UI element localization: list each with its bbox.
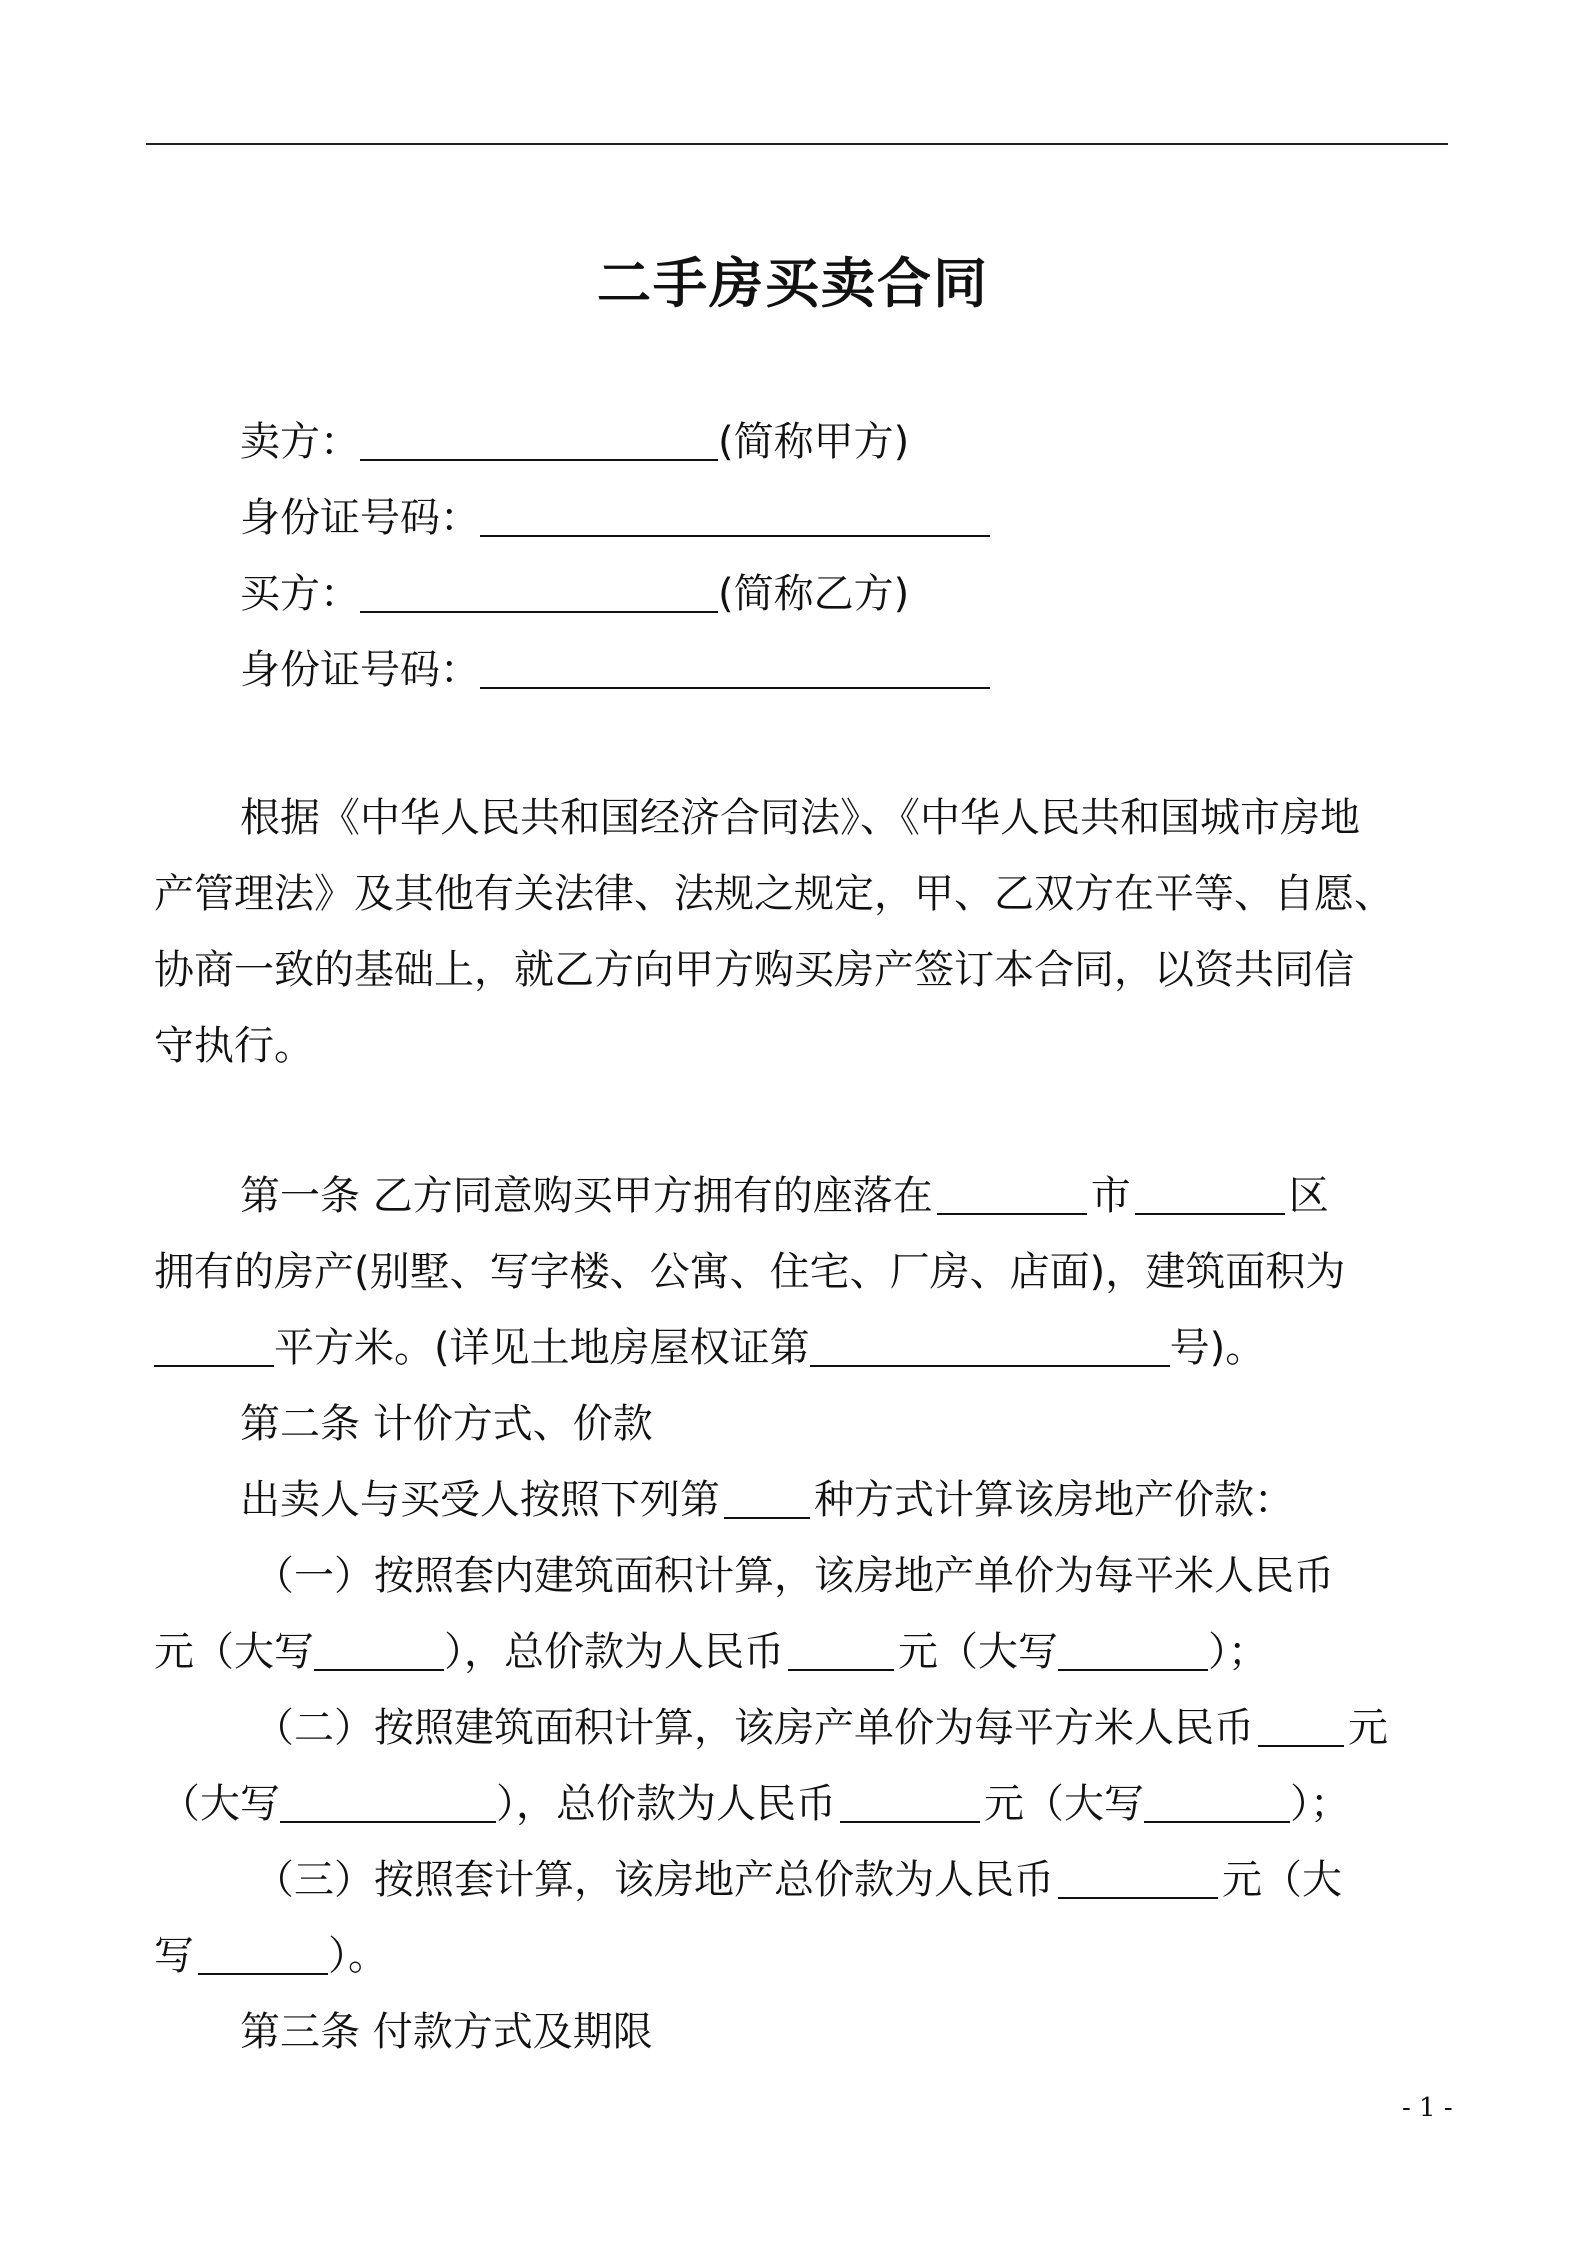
article2-intro-a: 出卖人与买受人按照下列第 (240, 1477, 720, 1523)
article3-heading: 第三条 付款方式及期限 (240, 2009, 653, 2055)
option3-line-1 (254, 1852, 1342, 1908)
buyer-label: 买方： (240, 571, 360, 617)
option2-unit-price-blank[interactable] (1258, 1703, 1344, 1747)
method-number-blank[interactable] (724, 1475, 810, 1519)
option1-total-caps-blank[interactable] (1058, 1627, 1208, 1671)
option3-text-b: 元（大 (1222, 1857, 1342, 1903)
option1-line-1: （一）按照套内建筑面积计算，该房地产单价为每平米人民币 (254, 1553, 1334, 1599)
preamble-line-2: 产管理法》及其他有关法律、法规之规定，甲、乙双方在平等、自愿、 (154, 871, 1394, 917)
buyer-id-line (240, 642, 990, 698)
article1-text-a: 第一条 乙方同意购买甲方拥有的座落在 (240, 1173, 933, 1219)
certificate-number-blank[interactable] (810, 1323, 1170, 1367)
document-title: 二手房买卖合同 (597, 252, 989, 315)
option1-line-2 (154, 1624, 1268, 1680)
preamble-line-3: 协商一致的基础上，就乙方向甲方购买房产签订本合同，以资共同信 (154, 947, 1354, 993)
article1-line-1 (240, 1168, 1329, 1224)
option3-text-c: 写 (154, 1933, 194, 1979)
buyer-suffix: (简称乙方) (718, 571, 910, 617)
buyer-id-blank[interactable] (480, 645, 990, 689)
header-rule (146, 143, 1448, 145)
seller-id-label: 身份证号码： (240, 495, 480, 541)
article2-heading: 第二条 计价方式、价款 (240, 1401, 653, 1447)
option2-line-2 (160, 1776, 1350, 1832)
article2-intro (240, 1472, 1294, 1528)
article1-text-d: 平方米。(详见土地房屋权证第 (274, 1325, 810, 1371)
option3-total-caps-blank[interactable] (198, 1931, 328, 1975)
option1-unit-price-caps-blank[interactable] (314, 1627, 444, 1671)
option2-text-d: ），总价款为人民币 (496, 1781, 836, 1827)
option1-text-c: 元（大写 (898, 1629, 1058, 1675)
option3-total-blank[interactable] (1058, 1855, 1218, 1899)
article1-line-2: 拥有的房产(别墅、写字楼、公寓、住宅、厂房、店面)，建筑面积为 (154, 1249, 1346, 1295)
seller-id-line (240, 490, 990, 546)
buyer-id-label: 身份证号码： (240, 647, 480, 693)
option1-text-d: ）； (1208, 1629, 1268, 1675)
option1-text-b: ），总价款为人民币 (444, 1629, 784, 1675)
option2-text-a: （二）按照建筑面积计算，该房产单价为每平方米人民币 (254, 1705, 1254, 1751)
preamble-line-4: 守执行。 (154, 1023, 314, 1069)
option1-total-blank[interactable] (788, 1627, 894, 1671)
option2-unit-price-caps-blank[interactable] (280, 1779, 496, 1823)
option2-text-c: （大写 (160, 1781, 280, 1827)
option3-line-2 (154, 1928, 388, 1984)
option3-text-a: （三）按照套计算，该房地产总价款为人民币 (254, 1857, 1054, 1903)
buyer-line (240, 566, 909, 622)
seller-suffix: (简称甲方) (718, 419, 910, 465)
article2-intro-b: 种方式计算该房地产价款： (814, 1477, 1294, 1523)
city-blank[interactable] (937, 1171, 1087, 1215)
option2-text-e: 元（大写 (984, 1781, 1144, 1827)
seller-id-blank[interactable] (480, 493, 990, 537)
seller-label: 卖方： (240, 419, 360, 465)
area-blank[interactable] (154, 1323, 274, 1367)
article1-line-3 (154, 1320, 1265, 1376)
option2-total-blank[interactable] (840, 1779, 980, 1823)
article1-text-e: 号)。 (1169, 1325, 1266, 1371)
district-blank[interactable] (1135, 1171, 1285, 1215)
article1-text-b: 市 (1090, 1173, 1131, 1219)
buyer-name-blank[interactable] (360, 569, 718, 613)
page-number: - 1 - (1402, 2093, 1453, 2123)
option2-text-f: ）； (1290, 1781, 1350, 1827)
option2-total-caps-blank[interactable] (1144, 1779, 1290, 1823)
preamble-line-1: 根据《中华人民共和国经济合同法》、《中华人民共和国城市房地 (240, 795, 1360, 841)
option2-text-b: 元 (1348, 1705, 1388, 1751)
article1-text-c: 区 (1288, 1173, 1329, 1219)
option2-line-1 (254, 1700, 1388, 1756)
option3-text-d: ）。 (328, 1933, 388, 1979)
seller-line (240, 414, 909, 470)
seller-name-blank[interactable] (360, 417, 718, 461)
option1-text-a: 元（大写 (154, 1629, 314, 1675)
